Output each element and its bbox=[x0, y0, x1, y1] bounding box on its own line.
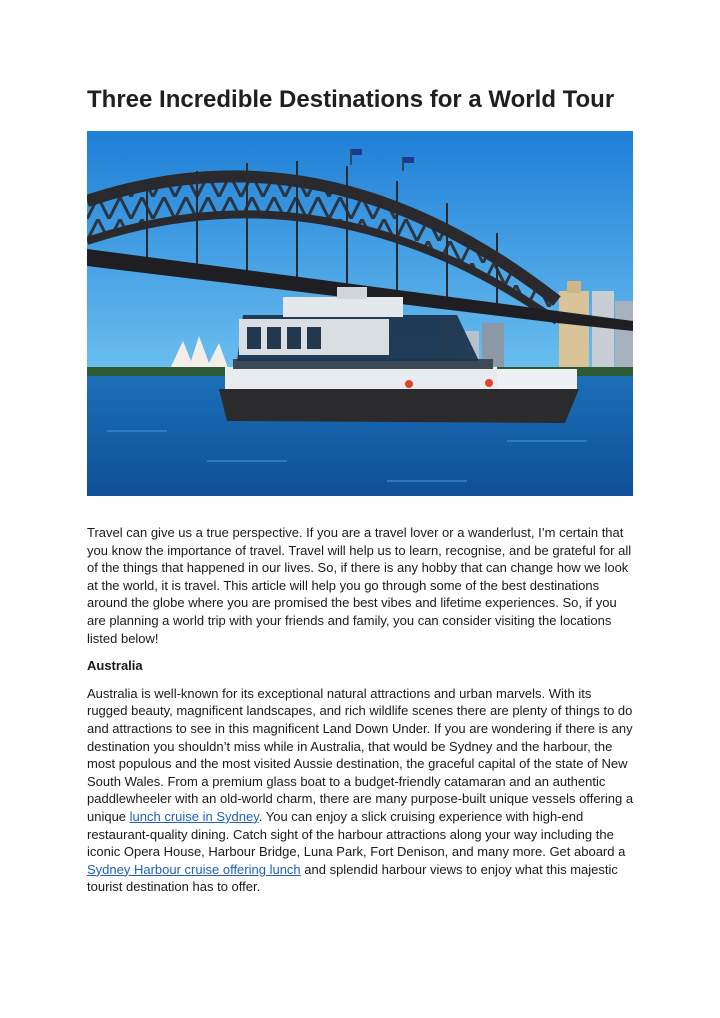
page-title: Three Incredible Destinations for a World Tour bbox=[87, 86, 615, 113]
australia-text-3: and splendid harbour views to enjoy what this majestic tourist destination has to offer. bbox=[87, 861, 618, 895]
link-sydney-harbour-cruise-lunch[interactable]: Sydney Harbour cruise offering lunch bbox=[87, 861, 301, 877]
link-lunch-cruise-sydney[interactable]: lunch cruise in Sydney bbox=[129, 808, 259, 824]
intro-paragraph: Travel can give us a true perspective. If you are a travel lover or a wanderlust, I’m certain that you know the importance of travel. Travel will help us to learn, recognise, and be grateful for all of the things that happened in our lives. So, if there is any hobby that can change how we look at the world, it is travel. This article will help you go through some of the best destinations around the globe where you are promised the best vibes and lifetime experiences. So, if you are planning a world trip with your friends and family, you can consider visiting the locations listed below! bbox=[87, 525, 632, 646]
australia-paragraph bbox=[87, 685, 635, 896]
article-body bbox=[87, 524, 635, 906]
australia-text-2: . You can enjoy a slick cruising experience with high-end restaurant-quality dining. Catch sight of the harbour attractions along your way including the iconic Opera House, Harbour Bridge, Luna Park, Fort Denison, and many more. Get aboard a bbox=[87, 808, 626, 860]
hero-image-sydney-harbour bbox=[87, 131, 633, 496]
australia-text-1: Australia is well-known for its exceptional natural attractions and urban marvels. With its rugged beauty, magnificent landscapes, and rich wildlife scenes there are plenty of things to do and attractions to see in this magnificent Land Down Under. If you are wondering if there is any destination you shouldn’t miss while in Australia, that would be Sydney and the harbour, the most populous and the most visited Aussie destination, the graceful capital of the state of New South Wales. From a premium glass boat to a budget-friendly catamaran and an authentic paddlewheeler with an old-world charm, there are many purpose-built unique vessels offering a unique bbox=[87, 685, 634, 824]
section-heading-australia: Australia bbox=[87, 658, 143, 674]
